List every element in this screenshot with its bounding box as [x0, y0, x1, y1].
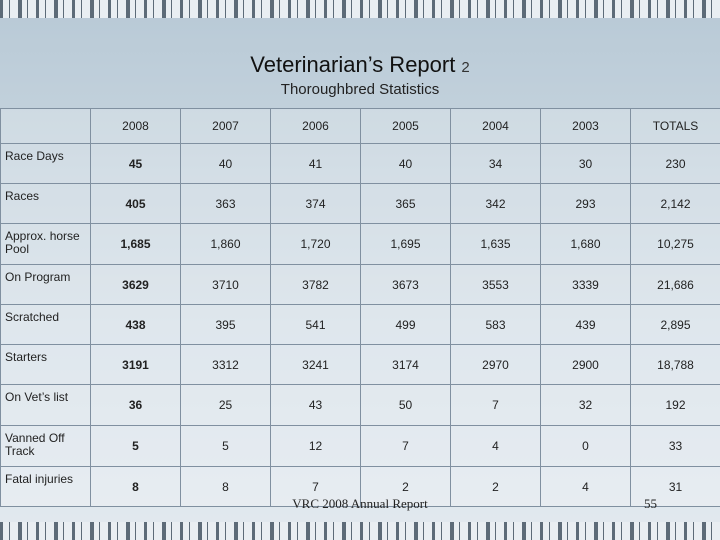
table-header-row: [1, 109, 720, 144]
table-cell: 3782: [271, 265, 361, 305]
table-cell: 583: [451, 305, 541, 345]
table-cell: 3553: [451, 265, 541, 305]
row-label: Race Days: [1, 144, 91, 184]
table-row: [1, 184, 720, 224]
table-cell: 41: [271, 144, 361, 184]
table-cell: 43: [271, 385, 361, 426]
table-cell: 5: [91, 426, 181, 467]
row-label: Races: [1, 184, 91, 224]
table-cell: 1,635: [451, 224, 541, 265]
table-cell: 365: [361, 184, 451, 224]
table-cell: 3673: [361, 265, 451, 305]
table-cell: 21,686: [631, 265, 720, 305]
table-cell: 374: [271, 184, 361, 224]
table-row: [1, 426, 720, 467]
table-cell: 40: [181, 144, 271, 184]
table-cell: 439: [541, 305, 631, 345]
table-cell: 45: [91, 144, 181, 184]
slide-subtitle: Thoroughbred Statistics: [280, 81, 440, 98]
top-decorative-bar: [0, 0, 720, 18]
table-cell: 438: [91, 305, 181, 345]
column-header: 2006: [271, 109, 361, 144]
table-cell: 230: [631, 144, 720, 184]
table-cell: 2,142: [631, 184, 720, 224]
table-cell: 2: [361, 467, 451, 507]
table-row: [1, 305, 720, 345]
table-cell: 1,685: [91, 224, 181, 265]
table-cell: 405: [91, 184, 181, 224]
table-cell: 8: [181, 467, 271, 507]
page-number: 55: [644, 496, 657, 511]
table-cell: 541: [271, 305, 361, 345]
row-label: Fatal injuries: [1, 467, 91, 507]
column-header: 2005: [361, 109, 451, 144]
table-cell: 293: [541, 184, 631, 224]
column-header: 2007: [181, 109, 271, 144]
table-cell: 25: [181, 385, 271, 426]
table-row: [1, 144, 720, 184]
table-cell: 0: [541, 426, 631, 467]
table-cell: 1,720: [271, 224, 361, 265]
table-cell: 7: [361, 426, 451, 467]
title-text: Veterinarian’s Report: [250, 52, 456, 77]
corner-cell: [1, 109, 91, 144]
table-cell: 3710: [181, 265, 271, 305]
table-cell: 4: [451, 426, 541, 467]
table-cell: 363: [181, 184, 271, 224]
footer-report-name: VRC 2008 Annual Report: [292, 496, 428, 511]
table-cell: 1,695: [361, 224, 451, 265]
table-cell: 395: [181, 305, 271, 345]
table-cell: 10,275: [631, 224, 720, 265]
table-cell: 31: [631, 467, 720, 507]
table-cell: 33: [631, 426, 720, 467]
table-cell: 40: [361, 144, 451, 184]
table-cell: 34: [451, 144, 541, 184]
table-cell: 1,680: [541, 224, 631, 265]
column-header: 2004: [451, 109, 541, 144]
table-cell: 18,788: [631, 345, 720, 385]
table-cell: 3174: [361, 345, 451, 385]
table-cell: 3339: [541, 265, 631, 305]
bottom-decorative-bar: [0, 522, 720, 540]
table-cell: 4: [541, 467, 631, 507]
table-cell: 2900: [541, 345, 631, 385]
table-cell: 12: [271, 426, 361, 467]
table-cell: 3241: [271, 345, 361, 385]
table-cell: 32: [541, 385, 631, 426]
column-header: TOTALS: [631, 109, 720, 144]
table-cell: 36: [91, 385, 181, 426]
title-number: 2: [461, 59, 470, 76]
row-label: On Vet’s list: [1, 385, 91, 426]
column-header: 2008: [91, 109, 181, 144]
table-cell: 7: [271, 467, 361, 507]
table-row: [1, 385, 720, 426]
table-cell: 3629: [91, 265, 181, 305]
table-row: [1, 224, 720, 265]
column-header: 2003: [541, 109, 631, 144]
table-cell: 2970: [451, 345, 541, 385]
table-cell: 50: [361, 385, 451, 426]
row-label: Starters: [1, 345, 91, 385]
table-row: [1, 265, 720, 305]
row-label: Scratched: [1, 305, 91, 345]
row-label: On Program: [1, 265, 91, 305]
table-cell: 2,895: [631, 305, 720, 345]
row-label: Vanned Off Track: [1, 426, 91, 467]
statistics-table: [0, 108, 720, 507]
table-cell: 342: [451, 184, 541, 224]
table-cell: 8: [91, 467, 181, 507]
table-cell: 5: [181, 426, 271, 467]
table-cell: 7: [451, 385, 541, 426]
table-cell: 192: [631, 385, 720, 426]
table-cell: 3191: [91, 345, 181, 385]
slide-title: [0, 52, 720, 78]
table-cell: 1,860: [181, 224, 271, 265]
table-cell: 3312: [181, 345, 271, 385]
table-cell: 30: [541, 144, 631, 184]
table-cell: 499: [361, 305, 451, 345]
table-row: [1, 345, 720, 385]
row-label: Approx. horse Pool: [1, 224, 91, 265]
table-cell: 2: [451, 467, 541, 507]
